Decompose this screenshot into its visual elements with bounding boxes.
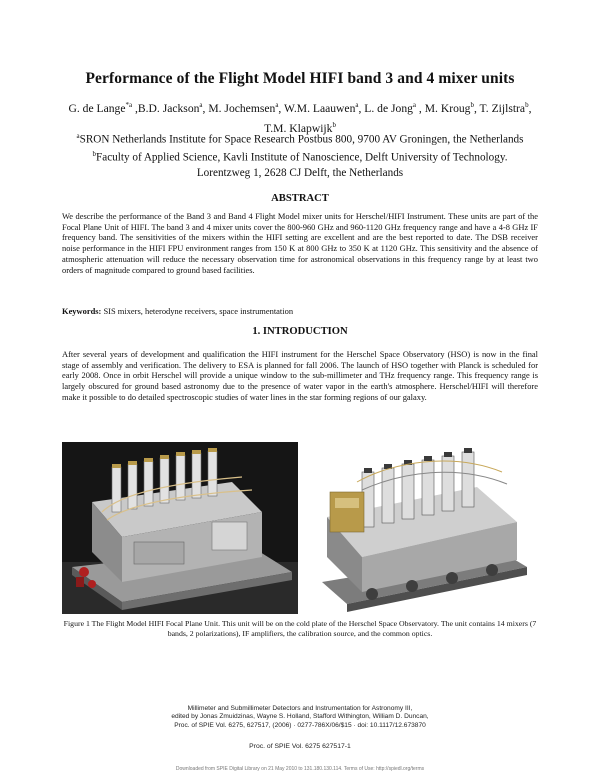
figure-photo-left [62, 442, 298, 614]
keywords [62, 306, 538, 316]
abstract-heading: ABSTRACT [271, 193, 329, 204]
author-name: , [528, 101, 532, 115]
author-name: , W.M. Laauwen [278, 101, 356, 115]
proceedings-footer [100, 705, 500, 730]
author-affiliation-mark: a [355, 101, 359, 109]
author-line-1 [50, 97, 550, 117]
figure-photo-right [302, 442, 538, 614]
affiliation-list [50, 129, 550, 180]
author-affiliation-mark: b [525, 101, 529, 109]
paper-title: Performance of the Flight Model HIFI band 3 and 4 mixer units [85, 70, 515, 87]
footer-line-3: Proc. of SPIE Vol. 6275, 627517, (2006) · 0277-786X/06/$15 · doi: 10.1117/12.673870 [174, 721, 426, 729]
footer-line-1: Millimeter and Submillimeter Detectors and Instrumentation for Astronomy III, [187, 705, 413, 712]
author-name: ,B.D. Jackson [132, 101, 200, 115]
footer-line-2: edited by Jonas Zmuidzinas, Wayne S. Holland, Stafford Withington, William D. Duncan, [171, 713, 429, 721]
author-name: , T. Zijlstra [473, 101, 526, 115]
author-affiliation-mark: b [332, 120, 336, 129]
affiliation-b: $^b$Faculty of Applied Science, Kavli Institute of Nanoscience, Delft University of Technology. [92, 150, 508, 165]
affiliation-b-address: Lorentzweg 1, 2628 CJ Delft, the Netherlands [196, 166, 404, 179]
affiliation-a: $^a$SRON Netherlands Institute for Space Research Postbus 800, 9700 AV Groningen, the Netherlands [76, 132, 524, 146]
introduction-heading: 1. INTRODUCTION [252, 326, 348, 337]
abstract-text: We describe the performance of the Band 3 and Band 4 Flight Model mixer units for Herschel/HIFI Instrument. These units are part of the Focal Plane Unit of HIFI. The band 3 and 4 mixer units cover the 800-960 GHz and 960-1120 GHz frequency range and have a 4-8 GHz IF frequency band. The sensitivities of the mixers within the HIFI setting are excellent and are the best reported to date. The DSB receiver noise performance in the HIFI FPU environment ranges from 150 K at 800 GHz to 350 K at 1120 GHz. This sensitivity and the absence of atmospheric attenuation will reduce the necessary observation time for astronomical observations in this frequency range by at least two orders of magnitude compared to ground based facilities. [62, 211, 538, 275]
author-name: , M. Kroug [416, 101, 471, 115]
figure-caption: Figure 1 The Flight Model HIFI Focal Plane Unit. This unit will be on the cold plate of the Herschel Space Observatory. The unit contains 14 mixers (7 bands, 2 polarizations), IF amplifiers, the calibration source, and the common optics. [63, 619, 537, 638]
keywords-text: SIS mixers, heterodyne receivers, space instrumentation [101, 306, 294, 316]
author-name: T.M. Klapwijk [264, 121, 333, 135]
page-number: Proc. of SPIE Vol. 6275 627517-1 [249, 743, 351, 750]
author-affiliation-mark: a [412, 101, 417, 109]
author-affiliation-mark: b [470, 101, 474, 109]
author-affiliation-mark: a [199, 101, 203, 109]
author-name: , M. Jochemsen [202, 101, 276, 115]
keywords-label: Keywords: [62, 306, 102, 316]
author-name: , L. de Jong [358, 101, 413, 115]
author-affiliation-mark: *a [125, 101, 133, 109]
introduction-text: After several years of development and qualification the HIFI instrument for the Herschel Space Observatory (HSO) is now in the final stage of assembly and verification. The delivery to ESA is planned for fall 2006. The launch of HSO together with Planck is scheduled for early 2008. Once in orbit Herschel will provide a unique window to the sub-millimeter and THz frequency range. This frequency range is largely obscured for ground based astronomy due to the presence of water vapor in the earth's atmosphere. Herschel/HIFI will therefore make it possible to do detailed spectroscopic studies of water lines in the star forming regions of our galaxy. [62, 349, 538, 402]
download-notice: Downloaded from SPIE Digital Library on 21 May 2010 to 131.180.130.114. Terms of Use: http://spiedl.org/terms [175, 766, 425, 772]
author-name: G. de Lange [68, 101, 126, 115]
author-affiliation-mark: a [275, 101, 279, 109]
